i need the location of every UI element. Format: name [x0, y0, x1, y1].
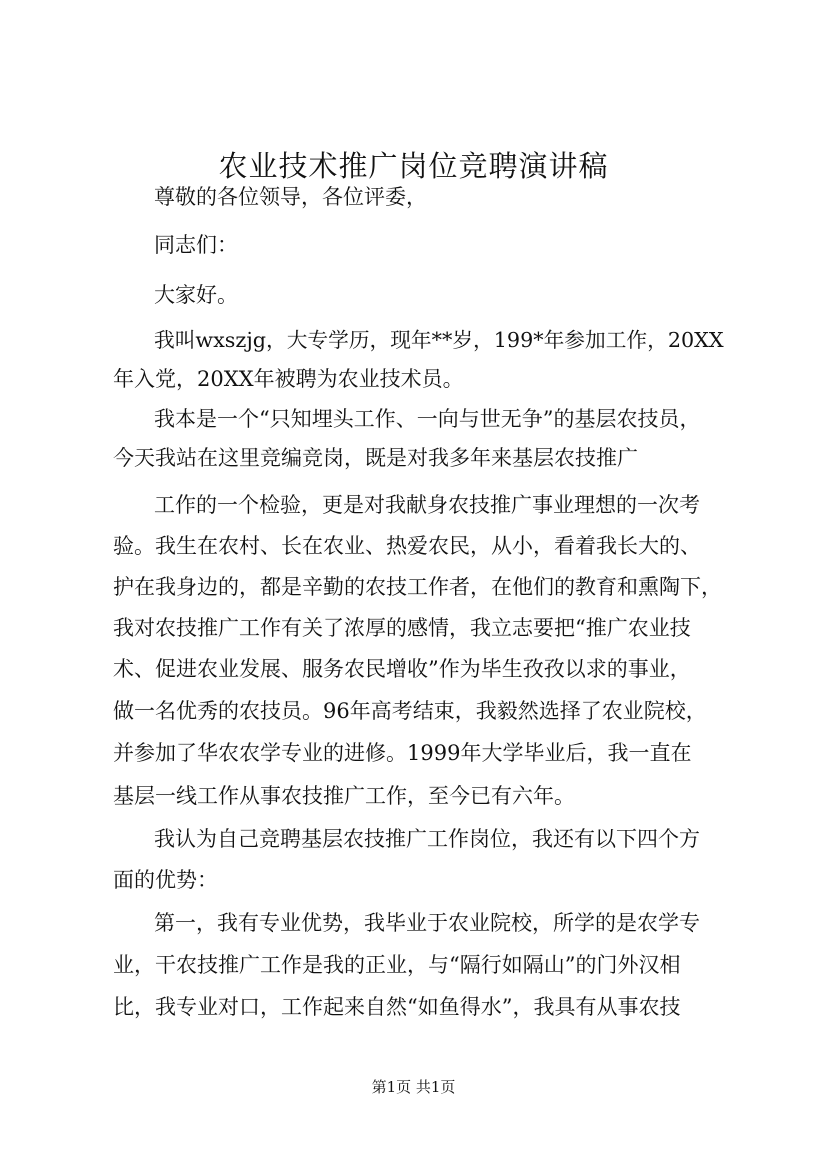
document-title: 农业技术推广岗位竞聘演讲稿: [218, 149, 609, 183]
page-footer: 第1页 共1页: [371, 1078, 456, 1096]
document-page: 农业技术推广岗位竞聘演讲稿 尊敬的各位领导，各位评委， 同志们： 大家好。 我叫wxszjg，大专学历，现年**岁，199*年参加工作，20XX 年入党，20XX年被聘为农业技术员。 我本是一个“只知埋头工作、一向与世无争”的基层农技员， 今天我站在这里竞编竞岗，既是对我多年来基层农技推广 工作的一个检验，更是对我献身农技推广事业理想的一次考 验。我生在农村、长在农业、热爱农民，从小，看着我长大的、 护在我身边的，都是辛勤的农技工作者，在他们的教育和熏陶下， 我对农技推广工作有关了浓厚的感情，我立志要把“推广农业技 术、促进农业发展、服务农民增收”作为毕生孜孜以求的事业， 做一名优秀的农技员。96年高考结束，我毅然选择了农业院校， 并参加了华农农学专业的进修。1999年大学毕业后，我一直在 基层一线工作从事农技推广工作，至今已有六年。 我认为自己竞聘基层农技推广工作岗位，我还有以下四个方 面的优势： 第一，我有专业优势，我毕业于农业院校，所学的是农学专 业，干农技推广工作是我的正业，与“隔行如隔山”的门外汉相 比，我专业对口，工作起来自然“如鱼得水”，我具有从事农技 第1页 共1页: [0, 0, 827, 1170]
